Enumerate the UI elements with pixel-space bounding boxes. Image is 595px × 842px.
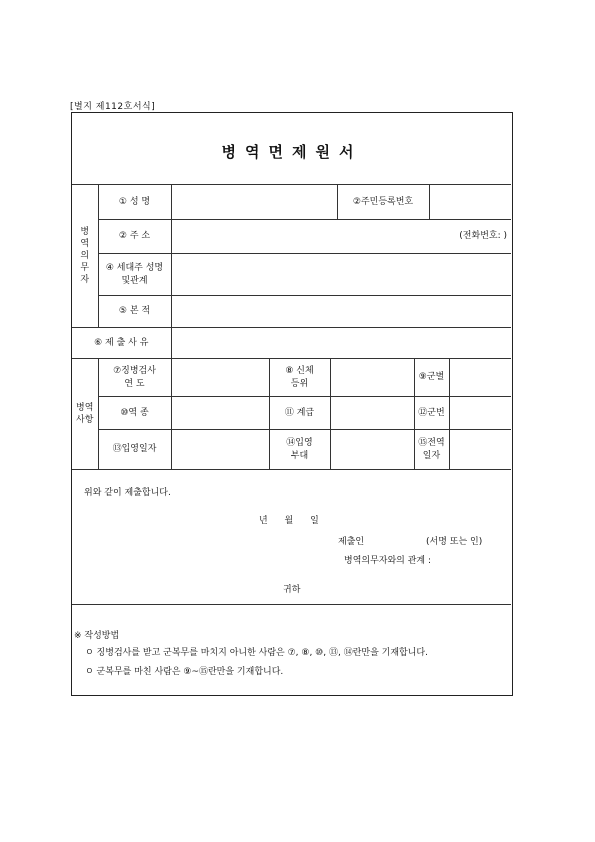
service-type-field[interactable] — [171, 397, 269, 430]
service-no-label: ⑫군번 — [414, 397, 449, 430]
enlist-date-field[interactable] — [171, 430, 269, 470]
discharge-date-label: ⑮전역 일자 — [414, 430, 449, 470]
rrn-label: ②주민등록번호 — [337, 185, 429, 220]
instructions-heading: ※ 작성방법 — [74, 631, 120, 641]
address-field[interactable] — [171, 220, 511, 254]
form-frame — [71, 112, 513, 696]
household-label: ④ 세대주 성명 및관계 — [98, 254, 171, 296]
enlist-date-label: ⑬입영일자 — [98, 430, 171, 470]
instruction-item: ㅇ 군복무를 마친 사람은 ⑨~⑮란만을 기재합니다. — [85, 667, 284, 677]
reason-table — [72, 327, 511, 359]
discharge-date-field[interactable] — [449, 430, 511, 470]
address-label: ② 주 소 — [98, 220, 171, 254]
exam-year-label: ⑦징병검사 연 도 — [98, 359, 171, 397]
form-number-label: [별지 제112호서식] — [70, 102, 156, 112]
instruction-item: ㅇ 징병검사를 받고 군복무를 마치지 아니한 사람은 ⑦, ⑧, ⑩, ⑬, ⑭란만을 기재합니다. — [85, 648, 428, 658]
date-line: 년 월 일 — [259, 516, 319, 526]
rank-label: ⑪ 계급 — [269, 397, 330, 430]
signature-label: (서명 또는 인) — [426, 537, 483, 547]
rrn-field[interactable] — [429, 185, 511, 220]
enlist-unit-field[interactable] — [330, 430, 414, 470]
origin-field[interactable] — [171, 296, 511, 328]
service-section-label: 병역 사항 — [72, 359, 98, 470]
person-info-table — [72, 184, 511, 328]
branch-label: ⑨군별 — [414, 359, 449, 397]
page-title: 병역면제원서 — [221, 143, 363, 161]
name-label: ① 성 명 — [98, 185, 171, 220]
origin-label: ⑤ 본 적 — [98, 296, 171, 328]
phone-label: (전화번호: ) — [459, 231, 507, 242]
service-no-field[interactable] — [449, 397, 511, 430]
exam-year-field[interactable] — [171, 359, 269, 397]
service-info-table — [72, 358, 511, 470]
branch-field[interactable] — [449, 359, 511, 397]
name-field[interactable] — [171, 185, 337, 220]
household-field[interactable] — [171, 254, 511, 296]
body-grade-label: ⑧ 신체 등위 — [269, 359, 330, 397]
declaration-block — [72, 469, 511, 605]
service-type-label: ⑩역 종 — [98, 397, 171, 430]
reason-field[interactable] — [171, 328, 511, 359]
body-grade-field[interactable] — [330, 359, 414, 397]
addressee-label: 귀하 — [283, 585, 301, 595]
relation-label: 병역의무자와의 관계 : — [344, 556, 432, 566]
rank-field[interactable] — [330, 397, 414, 430]
statement-text: 위와 같이 제출합니다. — [84, 488, 171, 498]
enlist-unit-label: ⑭입영 부대 — [269, 430, 330, 470]
reason-label: ⑥ 제 출 사 유 — [72, 328, 171, 359]
person-section-label: 병 역 의 무 자 — [72, 185, 98, 328]
submitter-label: 제출인 — [338, 537, 365, 547]
